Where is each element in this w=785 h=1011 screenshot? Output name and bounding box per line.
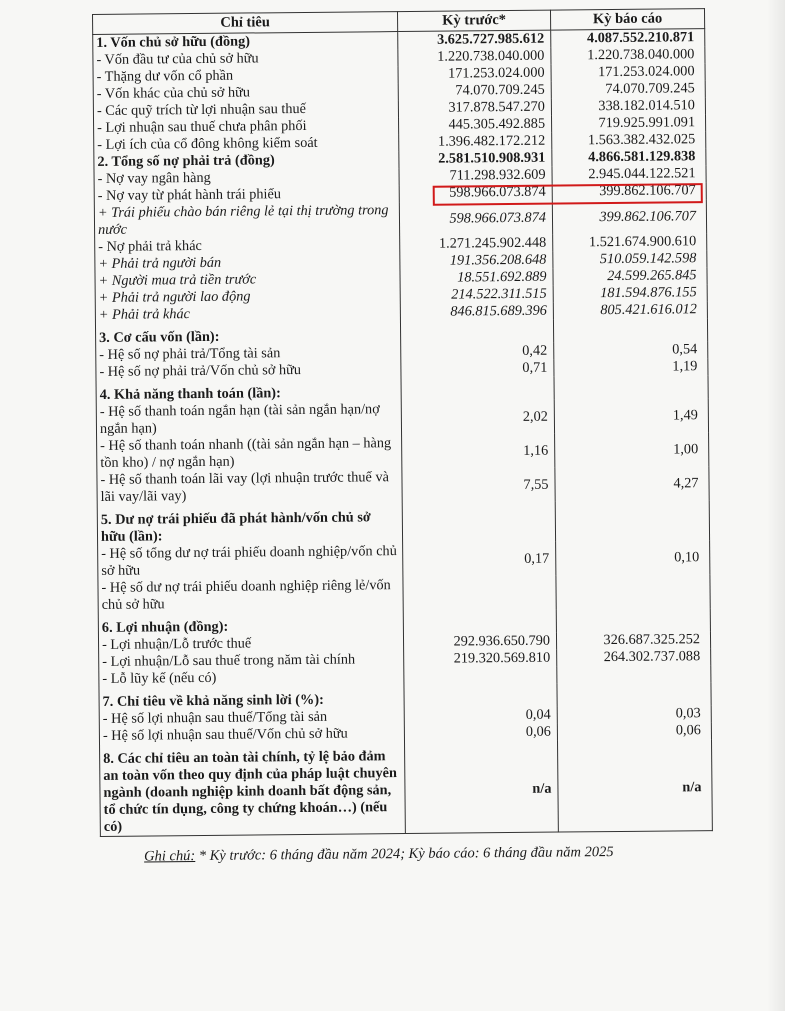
previous-period-value: 1,16: [402, 434, 555, 469]
previous-period-value: 171.253.024.000: [398, 65, 551, 83]
row-label: - Nợ vay từ phát hành trái phiếu: [94, 185, 399, 205]
previous-period-value: 711.298.932.609: [399, 167, 552, 185]
row-label: - Lợi nhuận/Lỗ sau thuế trong năm tài chính: [99, 651, 404, 671]
row-label: 6. Lợi nhuận (đồng):: [98, 611, 403, 637]
previous-period-value: [403, 576, 556, 611]
previous-period-value: 292.936.650.790: [403, 633, 556, 651]
reporting-period-value: 24.599.265.845: [553, 267, 707, 285]
reporting-period-value: 0,03: [557, 705, 711, 723]
reporting-period-value: 264.302.737.088: [557, 648, 711, 666]
footnote: [144, 843, 712, 865]
previous-period-value: 214.522.311.515: [400, 286, 553, 304]
reporting-period-value: [554, 375, 708, 399]
reporting-period-value: 1,00: [555, 432, 709, 467]
row-label: - Hệ số thanh toán lãi vay (lợi nhuận trước thuế và lãi vay/lãi vay): [97, 469, 402, 506]
previous-period-value: [400, 320, 553, 344]
row-label: + Phải trả người bán: [95, 253, 400, 273]
reporting-period-value: 338.182.014.510: [551, 97, 705, 115]
row-label: 1. Vốn chủ sở hữu (đồng): [93, 32, 398, 52]
previous-period-value: 846.815.689.396: [400, 303, 553, 321]
reporting-period-value: [557, 665, 711, 683]
reporting-period-value: 1,19: [554, 358, 708, 376]
previous-period-value: 0,71: [401, 360, 554, 378]
row-label: + Trái phiếu chào bán riêng lẻ tại thị trường trong nước: [94, 202, 399, 239]
previous-period-value: 7,55: [402, 468, 555, 503]
row-label: - Hệ số nợ phải trả/Vốn chủ sở hữu: [96, 361, 401, 381]
row-label: 2. Tổng số nợ phải trả (đồng): [94, 151, 399, 171]
reporting-period-value: 1.220.738.040.000: [551, 46, 705, 64]
row-label: - Hệ số lợi nhuận sau thuế/Vốn chủ sở hữu: [99, 725, 404, 745]
reporting-period-value: 2.945.044.122.521: [552, 165, 706, 183]
reporting-period-value: n/a: [557, 739, 712, 832]
reporting-period-value: [553, 318, 707, 342]
row-label: 7. Chỉ tiêu về khả năng sinh lời (%):: [99, 685, 404, 711]
row-label: - Nợ vay ngân hàng: [94, 168, 399, 188]
bank-loan-highlight-box: [433, 183, 703, 206]
row-label: - Hệ số tổng dư nợ trái phiếu doanh nghiệp/vốn chủ sở hữu: [98, 543, 403, 580]
scan-edge-shadow: [767, 0, 785, 1011]
reporting-period-value: 4.087.552.210.871: [551, 29, 705, 48]
previous-period-value: 1.271.245.902.448: [400, 235, 553, 253]
row-label: - Nợ phải trả khác: [95, 236, 400, 256]
reporting-period-value: 1.521.674.900.610: [553, 233, 707, 251]
previous-period-value: 1.396.482.172.212: [399, 133, 552, 151]
previous-period-value: 598.966.073.874: [399, 184, 552, 202]
row-label: - Hệ số nợ phải trả/Tổng tài sản: [96, 344, 401, 364]
previous-period-value: 0,04: [404, 707, 557, 725]
reporting-period-value: 181.594.876.155: [553, 284, 707, 302]
reporting-period-value: 0,54: [554, 341, 708, 359]
row-label: - Lợi nhuận sau thuế chưa phân phối: [94, 117, 399, 137]
previous-period-value: 598.966.073.874: [399, 201, 552, 236]
previous-period-value: 2,02: [401, 400, 554, 435]
row-label: - Hệ số dư nợ trái phiếu doanh nghiệp riêng lẻ/vốn chủ sở hữu: [98, 577, 403, 614]
row-label: 5. Dư nợ trái phiếu đã phát hành/vốn chủ sở hữu (lần):: [97, 503, 402, 546]
reporting-period-value: [555, 500, 709, 541]
reporting-period-value: 0,10: [556, 540, 710, 575]
previous-period-value: 317.878.547.270: [398, 99, 551, 117]
row-label: 3. Cơ cấu vốn (lần):: [95, 321, 400, 347]
row-label: 8. Các chỉ tiêu an toàn tài chính, tỷ lệ bảo đảm an toàn vốn theo quy định của pháp luật chuyên ngành (doanh nghiệp kinh doanh bất động sản, tổ chức tín dụng, công ty chứng khoán…) (nếu có): [100, 742, 406, 836]
previous-period-value: 1.220.738.040.000: [398, 48, 551, 66]
reporting-period-value: 719.925.991.091: [551, 114, 705, 132]
financial-report: [92, 8, 712, 866]
previous-period-value: 3.625.727.985.612: [398, 30, 551, 49]
header-reporting-period: Kỳ báo cáo: [550, 9, 704, 30]
row-label: - Hệ số lợi nhuận sau thuế/Tổng tài sản: [99, 708, 404, 728]
row-label: - Thặng dư vốn cổ phần: [93, 66, 398, 86]
footnote-label: Ghi chú:: [144, 848, 196, 865]
row-label: 4. Khả năng thanh toán (lần):: [96, 378, 401, 404]
row-label: - Vốn đầu tư của chủ sở hữu: [93, 49, 398, 69]
row-label: - Hệ số thanh toán nhanh ((tài sản ngắn hạn – hàng tồn kho) / nợ ngắn hạn): [97, 435, 402, 472]
reporting-period-value: 0,06: [557, 722, 711, 740]
row-label: + Phải trả khác: [95, 304, 400, 324]
previous-period-value: 445.305.492.885: [399, 116, 552, 134]
previous-period-value: [402, 502, 555, 543]
reporting-period-value: 74.070.709.245: [551, 80, 705, 98]
section-row: [100, 739, 713, 836]
reporting-period-value: 805.421.616.012: [553, 301, 707, 319]
previous-period-value: [404, 684, 557, 708]
reporting-period-value: 1,49: [554, 398, 708, 433]
previous-period-value: [401, 377, 554, 401]
reporting-period-value: 4,27: [555, 466, 709, 501]
previous-period-value: [404, 667, 557, 685]
row-label: - Lợi ích của cổ đông không kiểm soát: [94, 134, 399, 154]
previous-period-value: 0,06: [404, 724, 557, 742]
previous-period-value: 2.581.510.908.931: [399, 150, 552, 168]
header-previous-period: Kỳ trước*: [397, 10, 550, 31]
reporting-period-value: [556, 574, 710, 609]
reporting-period-value: 4.866.581.129.838: [552, 148, 706, 166]
row-label: + Người mua trả tiền trước: [95, 270, 400, 290]
reporting-period-value: 399.862.106.707: [552, 182, 706, 200]
section-row: [97, 500, 709, 546]
row-label: - Lợi nhuận/Lỗ trước thuế: [98, 634, 403, 654]
previous-period-value: 74.070.709.245: [398, 82, 551, 100]
previous-period-value: [403, 610, 556, 634]
financial-indicators-table: [92, 8, 713, 837]
footnote-text: * Kỳ trước: 6 tháng đầu năm 2024; Kỳ báo cáo: 6 tháng đầu năm 2025: [195, 844, 614, 865]
row-label: - Các quỹ trích từ lợi nhuận sau thuế: [93, 100, 398, 120]
previous-period-value: 191.356.208.648: [400, 252, 553, 270]
row-label: + Phải trả người lao động: [95, 287, 400, 307]
reporting-period-value: 326.687.325.252: [556, 631, 710, 649]
reporting-period-value: [556, 608, 710, 632]
reporting-period-value: 399.862.106.707: [552, 199, 706, 234]
row-label: - Vốn khác của chủ sở hữu: [93, 83, 398, 103]
reporting-period-value: 1.563.382.432.025: [552, 131, 706, 149]
previous-period-value: 18.551.692.889: [400, 269, 553, 287]
previous-period-value: 0,42: [401, 343, 554, 361]
header-indicator: Chỉ tiêu: [93, 12, 398, 35]
row-label: - Lỗ lũy kế (nếu có): [99, 668, 404, 688]
previous-period-value: 219.320.569.810: [404, 650, 557, 668]
previous-period-value: n/a: [405, 741, 559, 834]
reporting-period-value: 510.059.142.598: [553, 250, 707, 268]
row-label: - Hệ số thanh toán ngắn hạn (tài sản ngắn hạn/nợ ngắn hạn): [96, 401, 401, 438]
table-body: [93, 29, 713, 837]
reporting-period-value: 171.253.024.000: [551, 63, 705, 81]
previous-period-value: 0,17: [403, 542, 556, 577]
reporting-period-value: [557, 682, 711, 706]
